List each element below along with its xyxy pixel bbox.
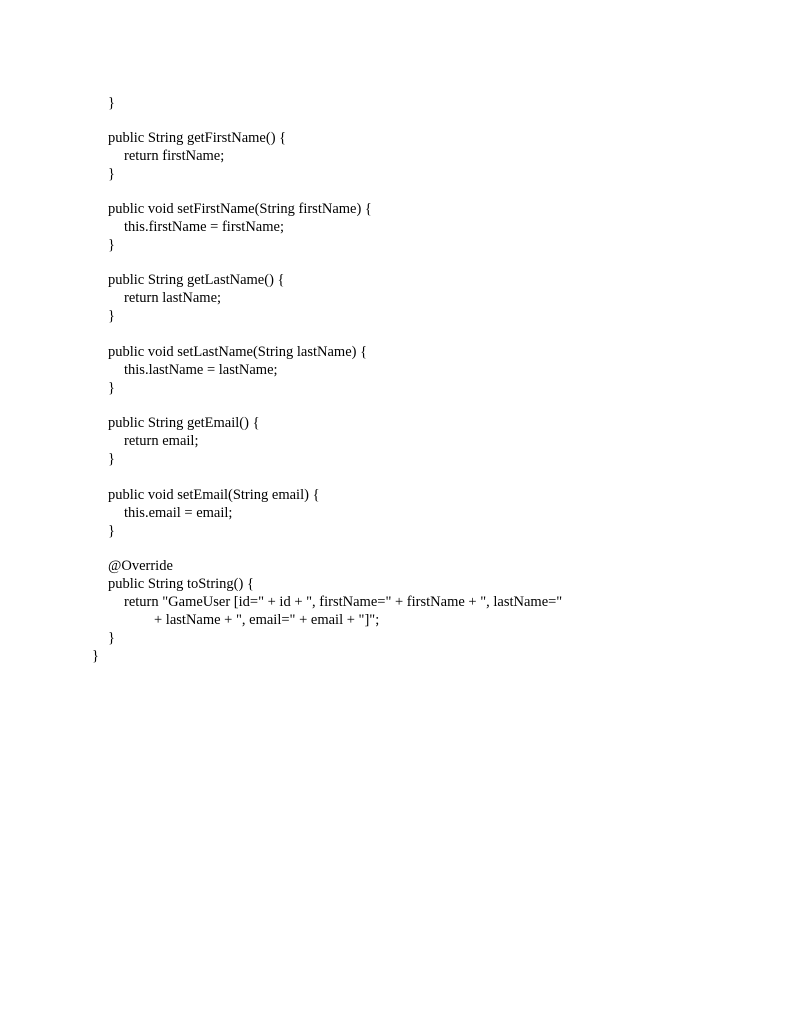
code-line: public String getFirstName() {: [108, 130, 287, 146]
code-line: + lastName + ", email=" + email + "]";: [154, 612, 380, 628]
code-line: @Override: [108, 558, 173, 574]
code-line: }: [108, 630, 115, 646]
code-line: public void setLastName(String lastName) {: [108, 344, 368, 360]
code-line: }: [108, 166, 115, 182]
code-line: public String getLastName() {: [108, 272, 285, 288]
code-line: this.email = email;: [124, 505, 233, 521]
code-line: public String toString() {: [108, 576, 254, 592]
code-line: this.lastName = lastName;: [124, 362, 278, 378]
code-line: public void setFirstName(String firstName) {: [108, 201, 372, 217]
code-line: }: [108, 451, 115, 467]
code-line: }: [108, 523, 115, 539]
code-line: }: [108, 95, 115, 111]
code-line: this.firstName = firstName;: [124, 219, 284, 235]
code-line: return lastName;: [124, 290, 222, 306]
code-line: return firstName;: [124, 148, 225, 164]
code-line: return email;: [124, 433, 199, 449]
code-line: }: [108, 237, 115, 253]
code-line: return "GameUser [id=" + id + ", firstName=" + firstName + ", lastName=": [124, 594, 563, 610]
code-line: public String getEmail() {: [108, 415, 260, 431]
code-line: public void setEmail(String email) {: [108, 487, 320, 503]
code-line: }: [108, 380, 115, 396]
code-line: }: [92, 648, 99, 664]
code-line: }: [108, 308, 115, 324]
